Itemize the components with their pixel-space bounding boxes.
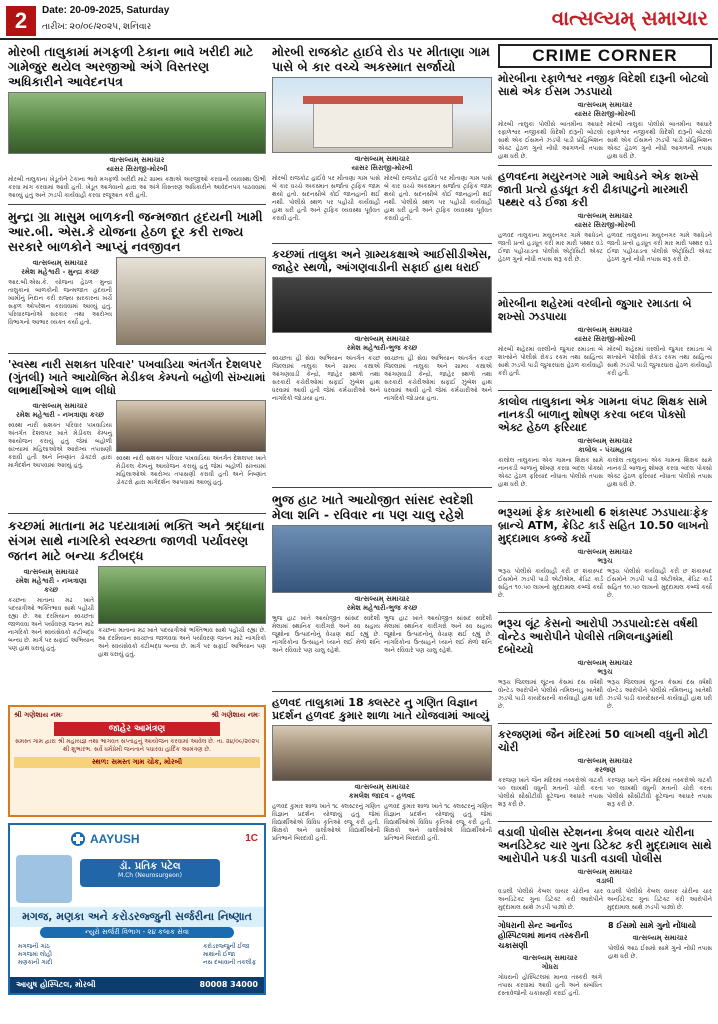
ad-title: જાહેર આમંત્રણ <box>54 722 220 736</box>
hospital-logo: AAYUSH <box>90 832 140 846</box>
headline: ભરૂચમાં ફેક કારખાથી 6 શંકાસ્પદ ઝડપાયાઃફેક બ્રાન્ચે ATM, ક્રેડિટ કાર્ડ સહિત 10.50 લાખનો મુદ્દામાલ કબ્જે કર્યો <box>498 506 709 545</box>
article-body: હળવદ કુમાર શાળા ખાતે ૧૮ ક્લસ્ટરનું ગણિત વિજ્ઞાન પ્રદર્શન યોજાયું હતું જેમાં વિદ્યાર્થીઓએ વિવિધ કૃતિઓ રજૂ કરી હતી. શિક્ષકો અને વાલીઓએ વિદ્યાર્થીઓની પ્રતિભાને બિરદાવી હતી. <box>272 803 380 842</box>
article-icds-cleanliness <box>272 248 492 483</box>
ad-tag: 1C <box>245 833 258 844</box>
article-photo <box>272 725 492 781</box>
headline: ભુજ હાટ ખાતે આયોજીત સાંસદ સ્વદેશી મેલા શનિ - રવિવાર ના પણ ચાલુ રહેશે <box>272 492 474 522</box>
ad-banner: મગજ, મણકા અને કરોડરજ્જુની સર્જરીના નિષ્ણાત <box>10 907 264 927</box>
crime-karjan-temple <box>498 728 712 817</box>
ad-corner-right: શ્રી ગણેશાય નમઃ <box>211 711 260 719</box>
headline: કરજણમાં જૈન મંદિરમાં 50 લાખથી વધુની મોટી ચોરી <box>498 728 708 754</box>
headline: હળવદના મયુરનગર ગામે આધેડને એક શખ્સે જાતી પ્રત્યે હડધૂત કરી ઢીકાપાટુનો મારમારી પથ્થર વડે ઈજા કરી <box>498 170 699 209</box>
article-body: મોરબી તાલુકાના ખેડૂતોને ટેકાના ભાવે મગફળી ખરીદી માટે ગ્રામ્ય કક્ષાએ અરજીઓ કરવાની વ્યવસ્થા ઊભી કરવા માંગ કરવામાં આવી હતી. ખેડૂત આગેવાનો દ્વારા આ અંગે વિસ્તરણ અધિકારીને આવેદનપત્ર પાઠવવામાં આવ્યું હતું અને ઝડપી કાર્યવાહી કરવા રજૂઆત કરી હતી. <box>8 176 266 199</box>
article-body-continued: સ્વસ્થ નારી સશક્ત પરિવાર પખવાડિયા અંતર્ગત દેશલપર ખાતે મેડીકલ કેમ્પનું આયોજન કરાયું હતું જેમાં બહોળી સંખ્યામાં મહિલાઓએ આરોગ્ય તપાસણી કરાવી હતી અને નિષ્ણાંત ડોક્ટરો દ્વારા માર્ગદર્શન આપવામાં આવ્યું હતું. <box>116 455 266 486</box>
crime-kalol-pocso <box>498 395 712 497</box>
headline: મુન્દ્રા ગ્રા માસુમ બાળકની જન્મજાત હૃદયની ખામી આર.બી. એસ.કે યોજના હેઠળ દૂર કરી રાજ્ય સરકારે બાળકોને આપ્યું નવજીવન <box>8 209 263 254</box>
article-body-continued: ભરૂચ જિલ્લામાં લૂંટના કેસમાં દસ વર્ષથી વોન્ટેડ આરોપીને પોલીસે તમિલનાડુ ખાતેથી ઝડપી પાડી કાયદેસરની કાર્યવાહી હાથ ધરી છે. <box>607 679 712 710</box>
headline: હળવદ તાલુકામાં 18 ક્લસ્ટર નુ ગણિત વિજ્ઞાન પ્રદર્શન હળવદ કુમાર શાળા ખાતે યોજવામાં આવ્યું <box>272 696 490 722</box>
divider <box>498 390 712 391</box>
divider <box>498 723 712 724</box>
crime-liquor-rafaleshwar <box>498 72 712 161</box>
headline: ગોધરાની સેન્ટ આર્નોલ્ડ હોસ્પિટલમાં માનવ તસ્કરીની ચકાસણી <box>498 921 589 950</box>
advertisement-hospital <box>8 823 266 995</box>
headline: મોરબીના રફાળેશ્વર નજીક વિદેશી દારૂની બોટલો સાથે એક ઈસમ ઝડપાયો <box>498 72 709 98</box>
article-science-exhibition <box>272 696 492 931</box>
newspaper-brand: વાત્સલ્યમ્ સમાચાર <box>551 6 708 30</box>
article-groundnut <box>8 44 266 200</box>
divider <box>8 353 266 354</box>
headline: કચ્છમાં તાલુકા અને ગ્રામ્યકક્ષાએ આઈસીડીએસ, જાહેર સ્થળો, આંગણવાડીની સફાઈ હાથ ધરાઈ <box>272 248 492 274</box>
byline: વાત્સલ્યમ્ સમાચાર ભરૂચ <box>577 548 633 565</box>
byline: વાત્સલ્યમ્ સમાચાર કાલોલ - પંચમહાલ <box>577 437 633 454</box>
byline: વાત્સલ્યમ્ સમાચાર રમેશ મહેશ્વરી - નખત્રાણા કચ્છ <box>15 568 87 594</box>
article-body: મોરબી રાજકોટ હાઈવે પર મીતાણા ગામ પાસે બે કાર વચ્ચે અકસ્માત સર્જાતા ટ્રાફિક જામ થયો હતો. સદનસીબે કોઈ જાનહાની થઈ નથી. પોલીસે સ્થળ પર પહોંચી કાર્યવાહી હાથ ધરી હતી અને ટ્રાફિક વ્યવસ્થા પૂર્વવત કરાવી હતી. <box>272 175 380 222</box>
date-english: Date: 20-09-2025, Saturday <box>42 5 170 16</box>
divider <box>8 204 266 205</box>
divider <box>498 165 712 166</box>
divider <box>498 916 712 917</box>
article-body: ભરૂચ પોલીસે કાર્યવાહી કરી છ શંકાસ્પદ ઈસમોને ઝડપી પાડી એટીએમ, ક્રેડિટ કાર્ડ સહિત ૧૦.૫૦ લાખનો મુદ્દામાલ કબ્જે કર્યો છે. <box>498 568 603 599</box>
article-photo <box>272 525 492 593</box>
divider <box>272 487 492 488</box>
doctor-card <box>80 859 220 887</box>
article-photo <box>116 400 266 452</box>
article-body-continued: મોરબી શહેરમાં વરલીનો જુગાર રમાડતા બે શખ્સોને પોલીસે રોકડ રકમ તથા સાહિત્ય સાથે ઝડપી પાડી જુગારધારા હેઠળ કાર્યવાહી કરી હતી. <box>607 346 712 377</box>
article-body: હળવદ તાલુકાના મયુરનગર ગામે આધેડને જાતી પ્રત્યે હડધૂત કરી માર મારી પથ્થર વડે ઈજા પહોંચાડતા પોલીસે એટ્રોસિટી એક્ટ હેઠળ ગુનો નોંધી તપાસ શરૂ કરી છે. <box>498 232 603 263</box>
advertisement-invitation <box>8 705 266 817</box>
article-photo <box>272 277 492 333</box>
services-right: કરોડરજ્જુની ઈજા માથાની ઈજા નસ દબાવાની તકલીફ <box>203 943 256 966</box>
ad-subtitle: ન્યુરો સર્જરી વિભાગ - ૨૪ કલાક સેવા <box>40 927 234 938</box>
column-left <box>8 44 266 1024</box>
byline: વાત્સલ્યમ્ સમાચાર વડાલી <box>577 868 633 885</box>
headline: મોરબીના શહેરમાં વરલીનો જુગાર રમાડતા બે શખ્સો ઝડપાયા <box>498 297 692 323</box>
divider <box>498 821 712 822</box>
date-gujarati: તારીખ: ૨૦/૦૯/૨૦૨૫, શનિવાર <box>42 21 152 31</box>
byline: વાત્સલ્યમ્ સમાચાર <box>632 934 688 942</box>
crime-bharuch-atm <box>498 506 712 608</box>
headline: વડાલી પોલીસ સ્ટેશનના કેબલ વાયર ચોરીના અનડિટેક્ટ ચાર ગુના ડિટેક્ટ કરી મુદ્દામાલ સાથે આરોપીને પકડી પાડતી વડાલી પોલીસ <box>498 826 712 865</box>
article-body-continued: કચ્છના માતાના મઢ ખાતે પદયાત્રીઓ ભક્તિભાવ સાથે પહોંચી રહ્યા છે. આ દરમિયાન સ્વચ્છતા જાળવવા અને પર્યાવરણ જતન માટે નાગરિકો અને સ્વયંસેવકો કટીબદ્ધ બન્યા છે. માર્ગ પર સફાઈ અભિયાન પણ હાથ ધરાયું હતું. <box>98 627 266 658</box>
headline: ભરૂચ લૂંટ કેસનો આરોપી ઝડપાયો:દસ વર્ષથી વોન્ટેડ આરોપીને પોલીસે તમિલનાડુમાંથી દબોચ્યો <box>498 617 698 656</box>
article-body: ગોધરાની હોસ્પિટલમાં માનવ તસ્કરી અંગે તપાસ કરવામાં આવી હતી અને સંબંધિત દસ્તાવેજોની ચકાસણી કરાઈ હતી. <box>498 974 602 997</box>
doctor-photo <box>16 855 72 903</box>
article-body: આર.બી.એસ.કે. યોજના હેઠળ મુન્દ્રા તાલુકાના બાળકોની જન્મજાત હૃદયની ખામીનું નિદાન કરી રાજ્ય સરકારના ખર્ચે સફળ ઓપરેશન કરાવવામાં આવ્યું હતું. પરિવારજનોએ સરકાર તથા આરોગ્ય વિભાગનો આભાર વ્યક્ત કર્યો હતો. <box>8 279 112 326</box>
divider <box>498 612 712 613</box>
article-medical-camp <box>8 358 266 509</box>
article-body: સ્વસ્થ નારી સશક્ત પરિવાર પખવાડિયા અંતર્ગત દેશલપર ખાતે મેડીકલ કેમ્પનું આયોજન કરાયું હતું જેમાં બહોળી સંખ્યામાં મહિલાઓએ આરોગ્ય તપાસણી કરાવી હતી અને નિષ્ણાંત ડોક્ટરો દ્વારા માર્ગદર્શન આપવામાં આવ્યું હતું. <box>8 422 112 469</box>
article-swadeshi-mela <box>272 492 492 687</box>
ad-strip: સ્થળ: સમસ્ત ગામ ચોક, મોરબી <box>14 757 260 768</box>
divider <box>272 243 492 244</box>
article-body-continued: વડાલી પોલીસે કેબલ વાયર ચોરીના ચાર અનડિટેક્ટ ગુના ડિટેક્ટ કરી આરોપીને મુદ્દામાલ સાથે ઝડપી પાડ્યો છે. <box>607 888 712 911</box>
article-body-continued: કાલોલ તાલુકાના એક ગામના શિક્ષક સામે નાનકડી બાળાનું શોષણ કરવા બદલ પોક્સો એક્ટ હેઠળ ફરિયાદ નોંધાતા પોલીસે તપાસ હાથ ધરી છે. <box>607 457 712 488</box>
article-photo <box>116 257 266 345</box>
article-body: સ્વચ્છતા હી સેવા અભિયાન અંતર્ગત કચ્છ જિલ્લામાં તાલુકા અને ગ્રામ્ય કક્ષાએ આંગણવાડી કેન્દ્રો, જાહેર સ્થળો તથા સરકારી કચેરીઓમાં સફાઈ ઝુંબેશ હાથ ધરવામાં આવી હતી જેમાં કર્મચારીઓ અને નાગરિકો જોડાયા હતા. <box>272 355 380 402</box>
crime-godhra-hospital <box>498 921 602 997</box>
article-mata-no-madh <box>8 518 266 697</box>
section-crime-corner: CRIME CORNER <box>498 44 712 68</box>
article-body-continued: મોરબી રાજકોટ હાઈવે પર મીતાણા ગામ પાસે બે કાર વચ્ચે અકસ્માત સર્જાતા ટ્રાફિક જામ થયો હતો. સદનસીબે કોઈ જાનહાની થઈ નથી. પોલીસે સ્થળ પર પહોંચી કાર્યવાહી હાથ ધરી હતી અને ટ્રાફિક વ્યવસ્થા પૂર્વવત કરાવી હતી. <box>384 175 492 222</box>
article-photo <box>8 92 266 154</box>
article-body-continued: હળવદ કુમાર શાળા ખાતે ૧૮ ક્લસ્ટરનું ગણિત વિજ્ઞાન પ્રદર્શન યોજાયું હતું જેમાં વિદ્યાર્થીઓએ વિવિધ કૃતિઓ રજૂ કરી હતી. શિક્ષકો અને વાલીઓએ વિદ્યાર્થીઓની પ્રતિભાને બિરદાવી હતી. <box>384 803 492 842</box>
ad-footer <box>10 977 264 993</box>
column-right <box>498 44 712 1024</box>
article-body: કચ્છના માતાના મઢ ખાતે પદયાત્રીઓ ભક્તિભાવ સાથે પહોંચી રહ્યા છે. આ દરમિયાન સ્વચ્છતા જાળવવા અને પર્યાવરણ જતન માટે નાગરિકો અને સ્વયંસેવકો કટીબદ્ધ બન્યા છે. માર્ગ પર સફાઈ અભિયાન પણ હાથ ધરાયું હતું. <box>8 597 94 652</box>
article-body: મોરબી તાલુકા પોલીસે બાતમીના આધારે રફાળેશ્વર નજીકથી વિદેશી દારૂની બોટલો સાથે એક ઈસમને ઝડપી પાડી પ્રોહિબિશન એક્ટ હેઠળ ગુનો નોંધી આગળની તપાસ હાથ ધરી છે. <box>498 121 603 160</box>
headline: 8 ઈસમો સામે ગુનો નોંધાયો <box>608 921 697 930</box>
ad-text: સમસ્ત ગામ દ્વારા શ્રી મહાયજ્ઞ તથા ભાગવત સપ્તાહનું આયોજન કરવામાં આવેલ છે. તા. ૨૪/૦૯/૨૦૨૫ થી શુભારંભ. સર્વે ધર્મપ્રેમી જનતાને પધારવા હાર્દિક આમંત્રણ છે. <box>14 738 260 753</box>
ad-corner-left: શ્રી ગણેશાય નમઃ <box>14 711 63 719</box>
byline: વાત્સલ્યમ્ સમાચાર રમેશ મહેશ્વરી - નખત્રાણા કચ્છ <box>16 402 104 419</box>
headline: મોરબી તાલુકામાં મગફળી ટેકાના ભાવે ખરીદી માટે ગામેજુર થયેલ અરજીઓ અંગે વિસ્તરણ અધિકારીને આવેદનપત્ર <box>8 44 254 89</box>
article-accident <box>272 44 492 239</box>
byline: વાત્સલ્યમ્ સમાચાર યાસર સિરાજી-મોરબી <box>574 212 636 229</box>
crime-bharuch-loot <box>498 617 712 719</box>
article-photo <box>98 566 266 624</box>
article-body-continued: કરજણ ખાતે જૈન મંદિરમાં તસ્કરોએ ત્રાટકી ૫૦ લાખથી વધુની મતાની ચોરી કરતા પોલીસે સીસીટીવી ફૂટેજના આધારે તપાસ શરૂ કરી છે. <box>607 777 712 808</box>
article-body-continued: સ્વચ્છતા હી સેવા અભિયાન અંતર્ગત કચ્છ જિલ્લામાં તાલુકા અને ગ્રામ્ય કક્ષાએ આંગણવાડી કેન્દ્રો, જાહેર સ્થળો તથા સરકારી કચેરીઓમાં સફાઈ ઝુંબેશ હાથ ધરવામાં આવી હતી જેમાં કર્મચારીઓ અને નાગરિકો જોડાયા હતા. <box>384 355 492 402</box>
hospital-phone: 80008 34000 <box>199 980 258 989</box>
article-photo <box>272 77 492 153</box>
services-list <box>18 943 256 967</box>
article-body-continued: હળવદ તાલુકાના મયુરનગર ગામે આધેડને જાતી પ્રત્યે હડધૂત કરી માર મારી પથ્થર વડે ઈજા પહોંચાડતા પોલીસે એટ્રોસિટી એક્ટ હેઠળ ગુનો નોંધી તપાસ શરૂ કરી છે. <box>607 232 712 263</box>
headline: કાલોલ તાલુકાના એક ગામના લંપટ શિક્ષક સામે નાનકડી બાળાનુ શોષણ કરવા બદલ પોક્સો એક્ટ હેઠળ ફરિયાદ <box>498 395 708 434</box>
article-body: વડાલી પોલીસે કેબલ વાયર ચોરીના ચાર અનડિટેક્ટ ગુના ડિટેક્ટ કરી આરોપીને મુદ્દામાલ સાથે ઝડપી પાડ્યો છે. <box>498 888 603 911</box>
article-body-continued: ભરૂચ પોલીસે કાર્યવાહી કરી છ શંકાસ્પદ ઈસમોને ઝડપી પાડી એટીએમ, ક્રેડિટ કાર્ડ સહિત ૧૦.૫૦ લાખનો મુદ્દામાલ કબ્જે કર્યો છે. <box>607 568 712 599</box>
divider <box>272 691 492 692</box>
divider <box>8 513 266 514</box>
byline: વાત્સલ્યમ્ સમાચાર યાસર સિરાજી-મોરબી <box>574 326 636 343</box>
masthead <box>0 0 718 40</box>
byline: વાત્સલ્યમ્ સમાચાર રમેશ મહેશ્વરી-ભુજ કચ્છ <box>346 595 418 612</box>
divider <box>498 501 712 502</box>
article-body: કાલોલ તાલુકાના એક ગામના શિક્ષક સામે નાનકડી બાળાનું શોષણ કરવા બદલ પોક્સો એક્ટ હેઠળ ફરિયાદ નોંધાતા પોલીસે તપાસ હાથ ધરી છે. <box>498 457 603 488</box>
services-left: મગજની ગાંઠ મગજમાં લોહી મણકાની ગાદી <box>18 943 53 966</box>
byline: વાત્સલ્યમ્ સમાચાર રમેશ મહેશ્વરી - મુન્દ્રા કચ્છ <box>21 259 99 276</box>
crime-mayurnagar <box>498 170 712 288</box>
byline: વાત્સલ્યમ્ સમાચાર કમલેશ જાદવ - હળવદ <box>348 783 416 800</box>
article-body: કરજણ ખાતે જૈન મંદિરમાં તસ્કરોએ ત્રાટકી ૫૦ લાખથી વધુની મતાની ચોરી કરતા પોલીસે સીસીટીવી ફૂટેજના આધારે તપાસ શરૂ કરી છે. <box>498 777 603 808</box>
crime-varli-gambling <box>498 297 712 386</box>
headline: કચ્છમાં માતાના મઢ પદયાત્રામાં ભક્તિ અને શ્રદ્ધાના સંગમ સાથે નાગરિકો સ્વચ્છતા જાળવી પર્યાવરણ જતન માટે બન્યા કટીબદ્ધ <box>8 518 265 563</box>
hospital-logo-icon <box>70 831 86 847</box>
byline: વાત્સલ્યમ્ સમાચાર ભરૂચ <box>577 659 633 676</box>
article-body: પોલીસે આઠ ઈસમો સામે ગુનો નોંધી તપાસ હાથ ધરી છે. <box>608 945 712 960</box>
doctor-qualification: M.Ch (Neurosurgeon) <box>118 872 182 879</box>
headline: મોરબી રાજકોટ હાઈવે રોડ પર મીતાણા ગામ પાસે બે કાર વચ્ચે અકસ્માત સર્જાયો <box>272 44 490 74</box>
page-number: 2 <box>6 6 36 36</box>
doctor-name: ડૉ. પ્રતિક પટેલ <box>119 861 181 872</box>
article-body-continued: ભુજ હાટ ખાતે આયોજીત સાંસદ સ્વદેશી મેલામાં સ્થાનિક કારીગરો અને સ્વ સહાય જૂથોના ઉત્પાદનોનું વેચાણ થઈ રહ્યું છે. નાગરિકોના ઉત્સાહને ધ્યાને લઈ મેળો શનિ અને રવિવારે પણ ચાલુ રહેશે. <box>384 615 492 654</box>
divider <box>498 292 712 293</box>
byline: વાત્સલ્યમ્ સમાચાર કરજણ <box>577 757 633 774</box>
crime-eight-accused <box>608 921 712 990</box>
byline: વાત્સલ્યમ્ સમાચાર રમેશ મહેશ્વરી-ભુજ કચ્છ <box>346 335 418 352</box>
byline: વાત્સલ્યમ્ સમાચાર યાસર સિરાજી-મોરબી <box>106 156 168 173</box>
byline: વાત્સલ્યમ્ સમાચાર ગોધરા <box>522 954 578 971</box>
hospital-address: આયુષ હોસ્પિટલ, મોરબી <box>16 980 96 989</box>
crime-vadali-cable <box>498 826 712 912</box>
article-body: મોરબી શહેરમાં વરલીનો જુગાર રમાડતા બે શખ્સોને પોલીસે રોકડ રકમ તથા સાહિત્ય સાથે ઝડપી પાડી જુગારધારા હેઠળ કાર્યવાહી કરી હતી. <box>498 346 603 377</box>
column-middle <box>272 44 492 1024</box>
article-body-continued: મોરબી તાલુકા પોલીસે બાતમીના આધારે રફાળેશ્વર નજીકથી વિદેશી દારૂની બોટલો સાથે એક ઈસમને ઝડપી પાડી પ્રોહિબિશન એક્ટ હેઠળ ગુનો નોંધી આગળની તપાસ હાથ ધરી છે. <box>607 121 712 160</box>
byline: વાત્સલ્યમ્ સમાચાર યાસર સિરાજી-મોરબી <box>351 155 413 172</box>
article-body: ભુજ હાટ ખાતે આયોજીત સાંસદ સ્વદેશી મેલામાં સ્થાનિક કારીગરો અને સ્વ સહાય જૂથોના ઉત્પાદનોનું વેચાણ થઈ રહ્યું છે. નાગરિકોના ઉત્સાહને ધ્યાને લઈ મેળો શનિ અને રવિવારે પણ ચાલુ રહેશે. <box>272 615 380 654</box>
byline: વાત્સલ્યમ્ સમાચાર યાસર સિરાજી-મોરબી <box>574 101 636 118</box>
article-body: ભરૂચ જિલ્લામાં લૂંટના કેસમાં દસ વર્ષથી વોન્ટેડ આરોપીને પોલીસે તમિલનાડુ ખાતેથી ઝડપી પાડી કાયદેસરની કાર્યવાહી હાથ ધરી છે. <box>498 679 603 710</box>
article-rbsk <box>8 209 266 349</box>
headline: 'સ્વસ્થ નારી સશક્ત પરિવાર' પખવાડિયા અંતર્ગત દેશલપર (ગુંતલી) ખાતે આયોજિત મેડીકલ કેમ્પનો બહોળી સંખ્યામાં લાભાર્થીઓએ લાભ લીધો <box>8 358 266 397</box>
